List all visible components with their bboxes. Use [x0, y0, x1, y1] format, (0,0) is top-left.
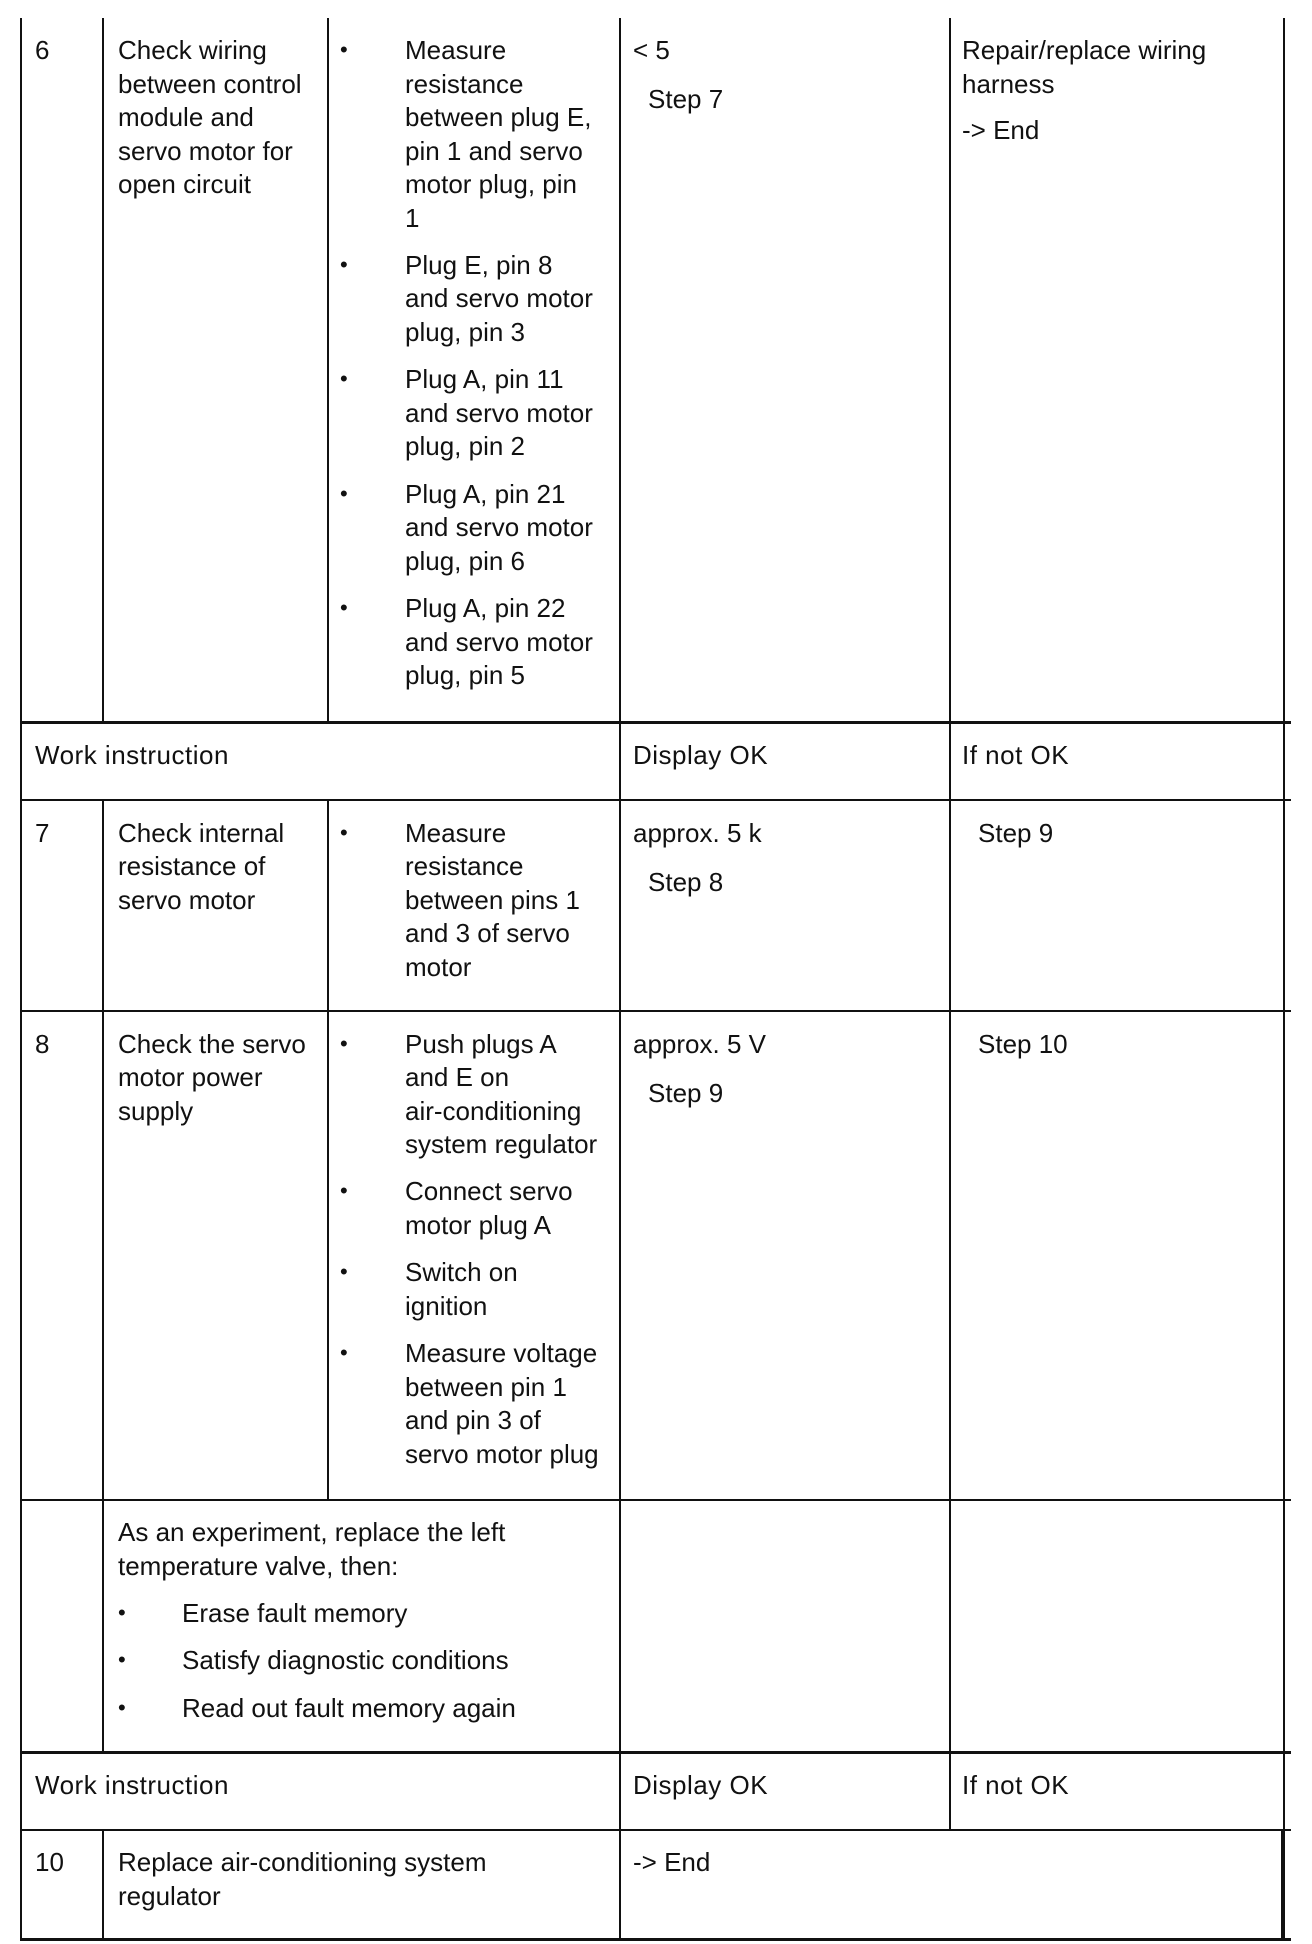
- step7-task-line: Check internal: [118, 818, 285, 848]
- step7-ok-next-step: Step 8: [648, 867, 724, 897]
- bullet-marker: •: [340, 481, 348, 506]
- step6-bullet2-line: plug, pin 3: [405, 317, 525, 347]
- rule-number-col-c: [102, 1829, 104, 1939]
- step6-bullet4-line: and servo motor: [405, 512, 593, 542]
- step10-number: 10: [35, 1847, 64, 1877]
- step6-bullet1-line: pin 1 and servo: [405, 136, 583, 166]
- step8-bullet3-line: ignition: [405, 1291, 488, 1321]
- step6-ok-next-step: Step 7: [648, 84, 724, 114]
- bullet-marker: •: [340, 37, 348, 62]
- step6-bullet1-line: 1: [405, 203, 420, 233]
- step9-bullet: Satisfy diagnostic conditions: [182, 1645, 509, 1675]
- rule-notok-col-a: [949, 18, 951, 1830]
- step9-bullet: Read out fault memory again: [182, 1693, 516, 1723]
- header-if-not-ok: If not OK: [962, 1770, 1070, 1800]
- bullet-marker: •: [340, 1259, 348, 1284]
- step6-bullet1-line: Measure: [405, 35, 507, 65]
- step10-task-line: regulator: [118, 1881, 221, 1911]
- bullet-marker: •: [118, 1695, 126, 1720]
- bullet-marker: •: [340, 1178, 348, 1203]
- step8-bullet2-line: motor plug A: [405, 1210, 551, 1240]
- bullet-marker: •: [340, 595, 348, 620]
- step6-task-line: module and: [118, 102, 254, 132]
- step6-bullet2-line: Plug E, pin 8: [405, 250, 553, 280]
- step6-ok-value: < 5: [633, 35, 670, 65]
- step6-bullet4-line: plug, pin 6: [405, 546, 525, 576]
- rule-task-col-a: [327, 18, 329, 722]
- step6-bullet2-line: and servo motor: [405, 283, 593, 313]
- step8-bullet1-line: Push plugs A: [405, 1029, 557, 1059]
- step7-number: 7: [35, 818, 50, 848]
- step7-task-line: resistance of: [118, 851, 266, 881]
- step7-bullet1-line: between pins 1: [405, 885, 580, 915]
- step8-task-line: Check the servo: [118, 1029, 306, 1059]
- step6-not-ok-line: harness: [962, 69, 1055, 99]
- step8-task-line: supply: [118, 1096, 194, 1126]
- bullet-marker: •: [340, 1031, 348, 1056]
- step8-bullet4-line: and pin 3 of: [405, 1405, 541, 1435]
- step8-bullet1-line: air-conditioning: [405, 1096, 582, 1126]
- step7-bullet1-line: motor: [405, 952, 472, 982]
- rule-number-col-b: [102, 799, 104, 1752]
- step6-bullet1-line: between plug E,: [405, 102, 592, 132]
- step8-bullet2-line: Connect servo: [405, 1176, 573, 1206]
- step6-task-line: Check wiring: [118, 35, 267, 65]
- step6-task-line: servo motor for: [118, 136, 293, 166]
- step7-task-line: servo motor: [118, 885, 256, 915]
- step8-ok-next-step: Step 9: [648, 1078, 724, 1108]
- step8-bullet3-line: Switch on: [405, 1257, 518, 1287]
- bullet-marker: •: [340, 820, 348, 845]
- bullet-marker: •: [118, 1647, 126, 1672]
- step7-bullet1-line: Measure: [405, 818, 507, 848]
- step6-not-ok-next: -> End: [962, 115, 1040, 145]
- step8-not-ok-next: Step 10: [978, 1029, 1068, 1059]
- rule-task-col-b: [327, 799, 329, 1500]
- rule-step9-bottom: [20, 1751, 1291, 1754]
- rule-right-outer: [1283, 18, 1285, 1940]
- step6-bullet5-line: plug, pin 5: [405, 660, 525, 690]
- step8-bullet4-line: servo motor plug: [405, 1439, 599, 1469]
- step8-bullet1-line: and E on: [405, 1062, 510, 1092]
- step7-bullet1-line: resistance: [405, 851, 524, 881]
- step6-bullet3-line: plug, pin 2: [405, 431, 525, 461]
- rule-number-col-a: [102, 18, 104, 722]
- rule-step7-bottom: [20, 1010, 1291, 1012]
- step6-number: 6: [35, 35, 50, 65]
- header-display-ok: Display OK: [633, 1770, 769, 1800]
- bullet-marker: •: [340, 366, 348, 391]
- header-display-ok: Display OK: [633, 740, 769, 770]
- bullet-marker: •: [340, 1340, 348, 1365]
- rule-table-bottom: [20, 1938, 1291, 1941]
- step8-bullet4-line: between pin 1: [405, 1372, 567, 1402]
- rule-step6-bottom: [20, 721, 1291, 724]
- step6-task-line: between control: [118, 69, 302, 99]
- rule-step8-bottom: [20, 1499, 1291, 1501]
- step7-not-ok-next: Step 9: [978, 818, 1054, 848]
- step10-task-line: Replace air-conditioning system: [118, 1847, 487, 1877]
- step10-result: -> End: [633, 1847, 711, 1877]
- rule-header2-bottom: [20, 1829, 1291, 1831]
- step8-bullet1-line: system regulator: [405, 1129, 598, 1159]
- bullet-marker: •: [118, 1600, 126, 1625]
- step6-bullet4-line: Plug A, pin 21: [405, 479, 566, 509]
- step9-bullet: Erase fault memory: [182, 1598, 408, 1628]
- step6-bullet1-line: resistance: [405, 69, 524, 99]
- header-work-instruction: Work instruction: [35, 740, 229, 770]
- step6-bullet5-line: Plug A, pin 22: [405, 593, 566, 623]
- rule-right-outer-step10: [1281, 1829, 1284, 1940]
- step8-bullet4-line: Measure voltage: [405, 1338, 598, 1368]
- header-if-not-ok: If not OK: [962, 740, 1070, 770]
- step6-bullet3-line: and servo motor: [405, 398, 593, 428]
- step9-intro-line: As an experiment, replace the left: [118, 1517, 506, 1547]
- step6-bullet3-line: Plug A, pin 11: [405, 364, 564, 394]
- step6-not-ok-line: Repair/replace wiring: [962, 35, 1207, 65]
- bullet-marker: •: [340, 252, 348, 277]
- step8-task-line: motor power: [118, 1062, 263, 1092]
- rule-left-outer: [20, 18, 22, 1940]
- header-work-instruction: Work instruction: [35, 1770, 229, 1800]
- step7-ok-value: approx. 5 k: [633, 818, 762, 848]
- step6-task-line: open circuit: [118, 169, 251, 199]
- step6-bullet5-line: and servo motor: [405, 627, 593, 657]
- step8-ok-value: approx. 5 V: [633, 1029, 766, 1059]
- step8-number: 8: [35, 1029, 50, 1059]
- rule-header1-bottom: [20, 799, 1291, 801]
- step6-bullet1-line: motor plug, pin: [405, 169, 577, 199]
- step9-intro-line: temperature valve, then:: [118, 1551, 399, 1581]
- rule-result-col: [619, 18, 621, 1940]
- step7-bullet1-line: and 3 of servo: [405, 918, 570, 948]
